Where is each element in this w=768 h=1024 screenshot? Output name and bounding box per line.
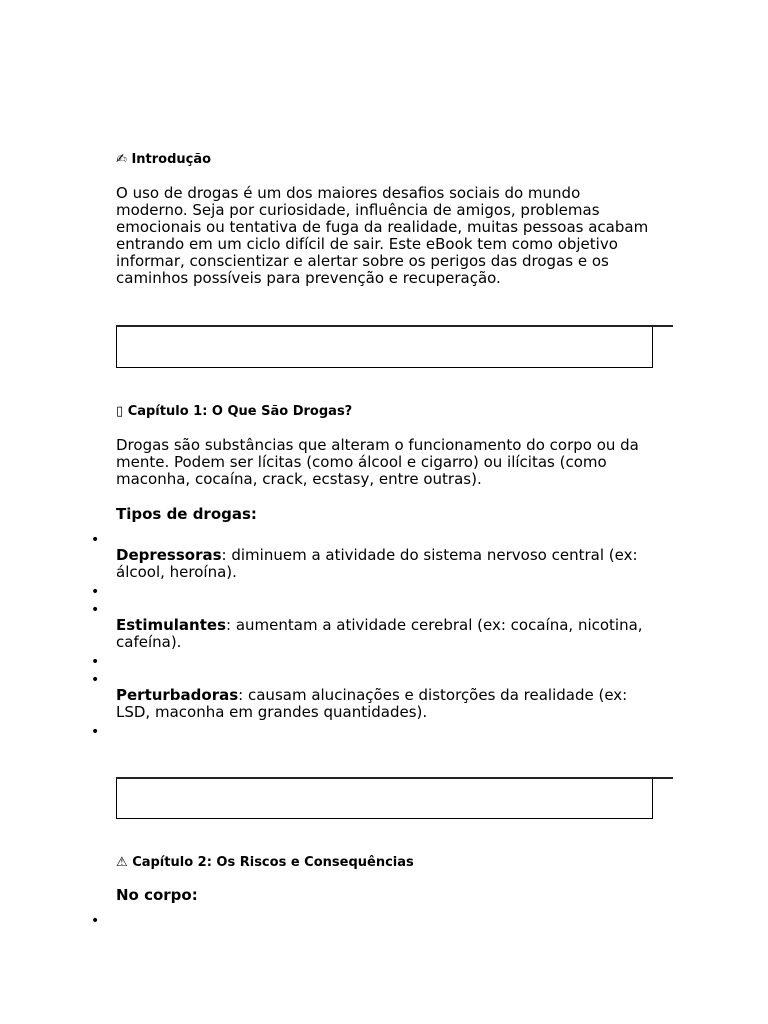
types-heading: Tipos de drogas: xyxy=(116,505,257,523)
list-bullet: • xyxy=(91,654,100,670)
list-item-term: Estimulantes xyxy=(116,616,227,634)
list-bullet: • xyxy=(91,584,100,600)
chapter2-heading-text: Capítulo 2: Os Riscos e Consequências xyxy=(132,855,414,870)
warning-icon: ⚠ xyxy=(116,855,128,870)
missing-glyph-icon: ▯ xyxy=(116,404,124,419)
chapter2-heading xyxy=(116,855,414,871)
list-item xyxy=(116,687,656,721)
list-item xyxy=(116,617,656,651)
chapter1-paragraph: Drogas são substâncias que alteram o funcionamento do corpo ou da mente. Podem ser lícitas (como álcool e cigarro) ou ilícitas (como maconha, cocaína, crack, ecstasy, entre outras). xyxy=(116,436,639,488)
body-effects-heading: No corpo: xyxy=(116,886,198,904)
list-bullet: • xyxy=(91,724,100,740)
horizontal-rule-box xyxy=(116,327,653,368)
intro-heading xyxy=(116,152,211,168)
list-item-desc: : diminuem a atividade do sistema nervoso central (ex: álcool, heroína). xyxy=(116,546,638,581)
chapter1-heading-text: Capítulo 1: O Que São Drogas? xyxy=(127,404,353,419)
list-item-desc: : aumentam a atividade cerebral (ex: cocaína, nicotina, cafeína). xyxy=(116,616,643,651)
list-bullet: • xyxy=(91,532,100,548)
intro-paragraph: O uso de drogas é um dos maiores desafios sociais do mundo moderno. Seja por curiosidade, influência de amigos, problemas emocionais ou tentativa de fuga da realidade, muitas pessoas acabam entrando em um ciclo difícil de sair. Este eBook tem como objetivo informar, conscientizar e alertar sobre os perigos das drogas e os caminhos possíveis para prevenção e recuperação. xyxy=(116,184,649,287)
intro-heading-text: Introdução xyxy=(131,152,212,167)
list-item-term: Perturbadoras xyxy=(116,686,239,704)
list-item xyxy=(116,547,656,581)
list-item-desc: : causam alucinações e distorções da realidade (ex: LSD, maconha em grandes quantidades). xyxy=(116,686,628,721)
list-bullet: • xyxy=(91,602,100,618)
list-bullet: • xyxy=(91,913,100,929)
horizontal-rule-box xyxy=(116,779,653,819)
chapter1-heading xyxy=(116,404,352,420)
list-bullet: • xyxy=(91,672,100,688)
list-item-term: Depressoras xyxy=(116,546,222,564)
writing-hand-icon: ✍ xyxy=(116,152,127,167)
